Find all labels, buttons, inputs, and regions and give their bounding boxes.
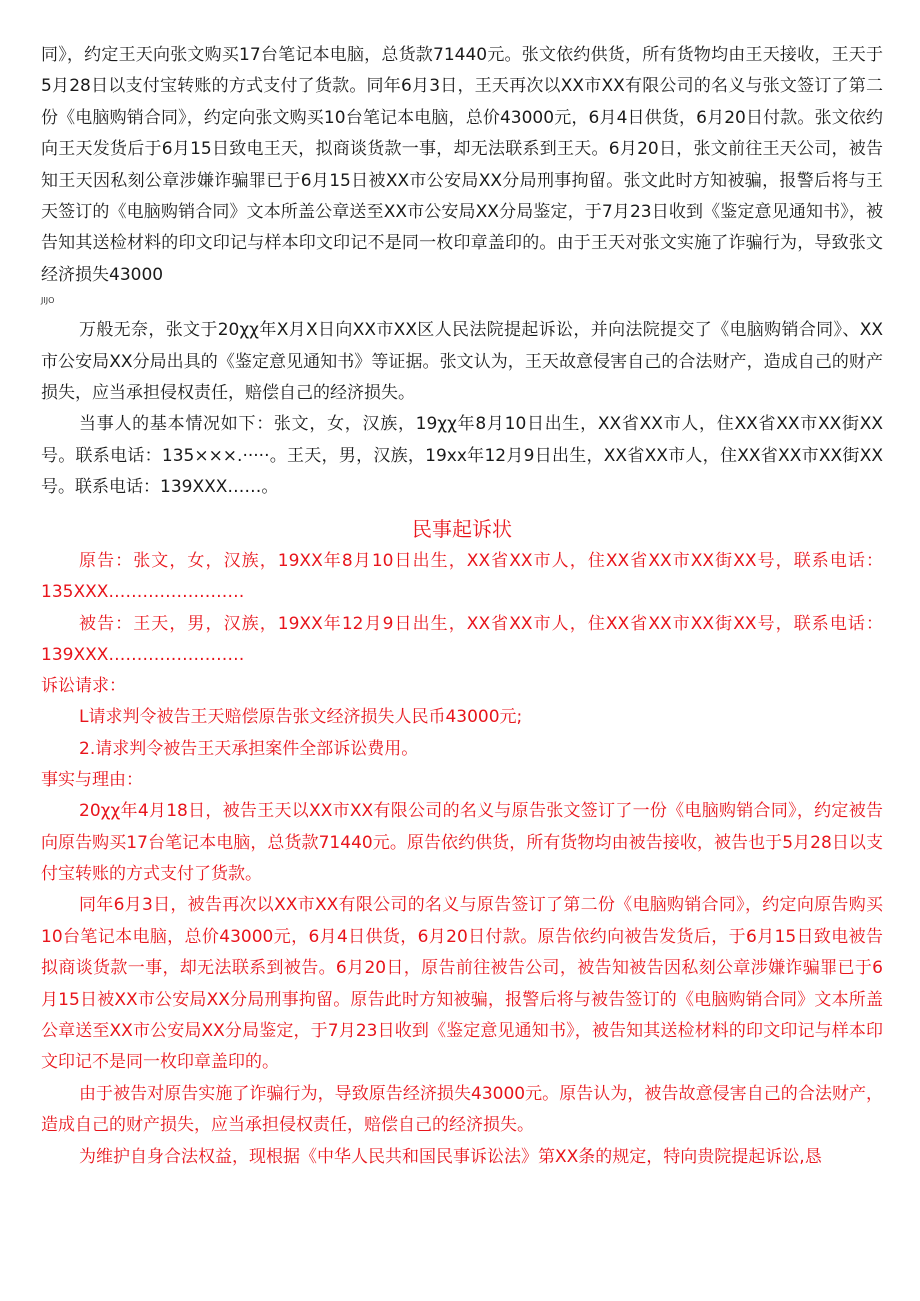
case-intro-paragraph-1: 同》，约定王天向张文购买17台笔记本电脑，总货款71440元。张文依约供货，所有货物均由王天接收，王天于5月28日以支付宝转账的方式支付了货款。同年6月3日，王天再次以XX市XX有限公司的名义与张文签订了第二份《电脑购销合同》，约定向张文购买10台笔记本电脑，总价43000元，6月4日供货，6月20日付款。张文依约向王天发货后于6月15日致电王天，拟商谈货款一事，却无法联系到王天。6月20日，张文前往王天公司，被告知王天因私刻公章涉嫌诈骗罪已于6月15日被XX市公安局XX分局刑事拘留。张文此时方知被骗，报警后将与王天签订的《电脑购销合同》文本所盖公章送至XX市公安局XX分局鉴定，于7月23日收到《鉴定意见通知书》，被告知其送检材料的印文印记与样本印文印记不是同一枚印章盖印的。由于王天对张文实施了诈骗行为，导致张文经济损失43000 [41,45,883,285]
case-intro-paragraph-2: 万般无奈，张文于20χχ年X月X日向XX市XX区人民法院提起诉讼，并向法院提交了《电脑购销合同》、XX市公安局XX分局出具的《鉴定意见通知书》等证据。张文认为，王天故意侵害自己的合法财产，造成自己的财产损失，应当承担侵权责任，赔偿自己的经济损失。 [41,320,883,404]
claim-item-1: L请求判令被告王天赔偿原告张文经济损失人民币43000元; [79,707,523,728]
facts-paragraph-4: 为维护自身合法权益，现根据《中华人民共和国民事诉讼法》第XX条的规定，特向贵院提起诉讼,恳 [79,1146,822,1167]
document-page [41,40,883,1173]
facts-heading: 事实与理由： [41,770,143,791]
facts-paragraph-2: 同年6月3日，被告再次以XX市XX有限公司的名义与原告签订了第二份《电脑购销合同》，约定向原告购买10台笔记本电脑，总价43000元，6月4日供货，6月20日付款。原告依约向被告发货后，于6月15日致电被告拟商谈货款一事，却无法联系到被告。6月20日，原告前往被告公司，被告知被告因私刻公章涉嫌诈骗罪已于6月15日被XX市公安局XX分局刑事拘留。原告此时方知被骗，报警后将与被告签订的《电脑购销合同》文本所盖公章送至XX市公安局XX分局鉴定，于7月23日收到《鉴定意见通知书》，被告知其送检材料的印文印记与样本印文印记不是同一枚印章盖印的。 [41,895,883,1073]
case-intro-paragraph-3: 当事人的基本情况如下：张文，女，汉族，19χχ年8月10日出生，XX省XX市人，住XX省XX市XX街XX号。联系电话：135×××.·····。王天，男，汉族，19xx年12月9日出生，XX省XX市人，住XX省XX市XX街XX号。联系电话：139XXX……。 [41,414,883,498]
facts-paragraph-1: 20χχ年4月18日，被告王天以XX市XX有限公司的名义与原告张文签订了一份《电脑购销合同》，约定被告向原告购买17台笔记本电脑，总货款71440元。原告依约供货，所有货物均由被告接收，被告也于5月28日以支付宝转账的方式支付了货款。 [41,801,883,884]
plaintiff-info: 原告：张文，女，汉族，19XX年8月10日出生，XX省XX市人，住XX省XX市XX街XX号，联系电话：135XXX…………………… [41,550,883,603]
complaint-title: 民事起诉状 [412,516,512,541]
claim-item-2: 2.请求判令被告王天承担案件全部诉讼费用。 [79,738,419,759]
facts-paragraph-3: 由于被告对原告实施了诈骗行为，导致原告经济损失43000元。原告认为，被告故意侵害自己的合法财产，造成自己的财产损失，应当承担侵权责任，赔偿自己的经济损失。 [41,1083,883,1136]
defendant-info: 被告：王天，男，汉族，19XX年12月9日出生，XX省XX市人，住XX省XX市XX街XX号，联系电话：139XXX…………………… [41,613,883,665]
page-mark: JIJO [41,296,55,306]
claims-heading: 诉讼请求： [41,676,126,697]
